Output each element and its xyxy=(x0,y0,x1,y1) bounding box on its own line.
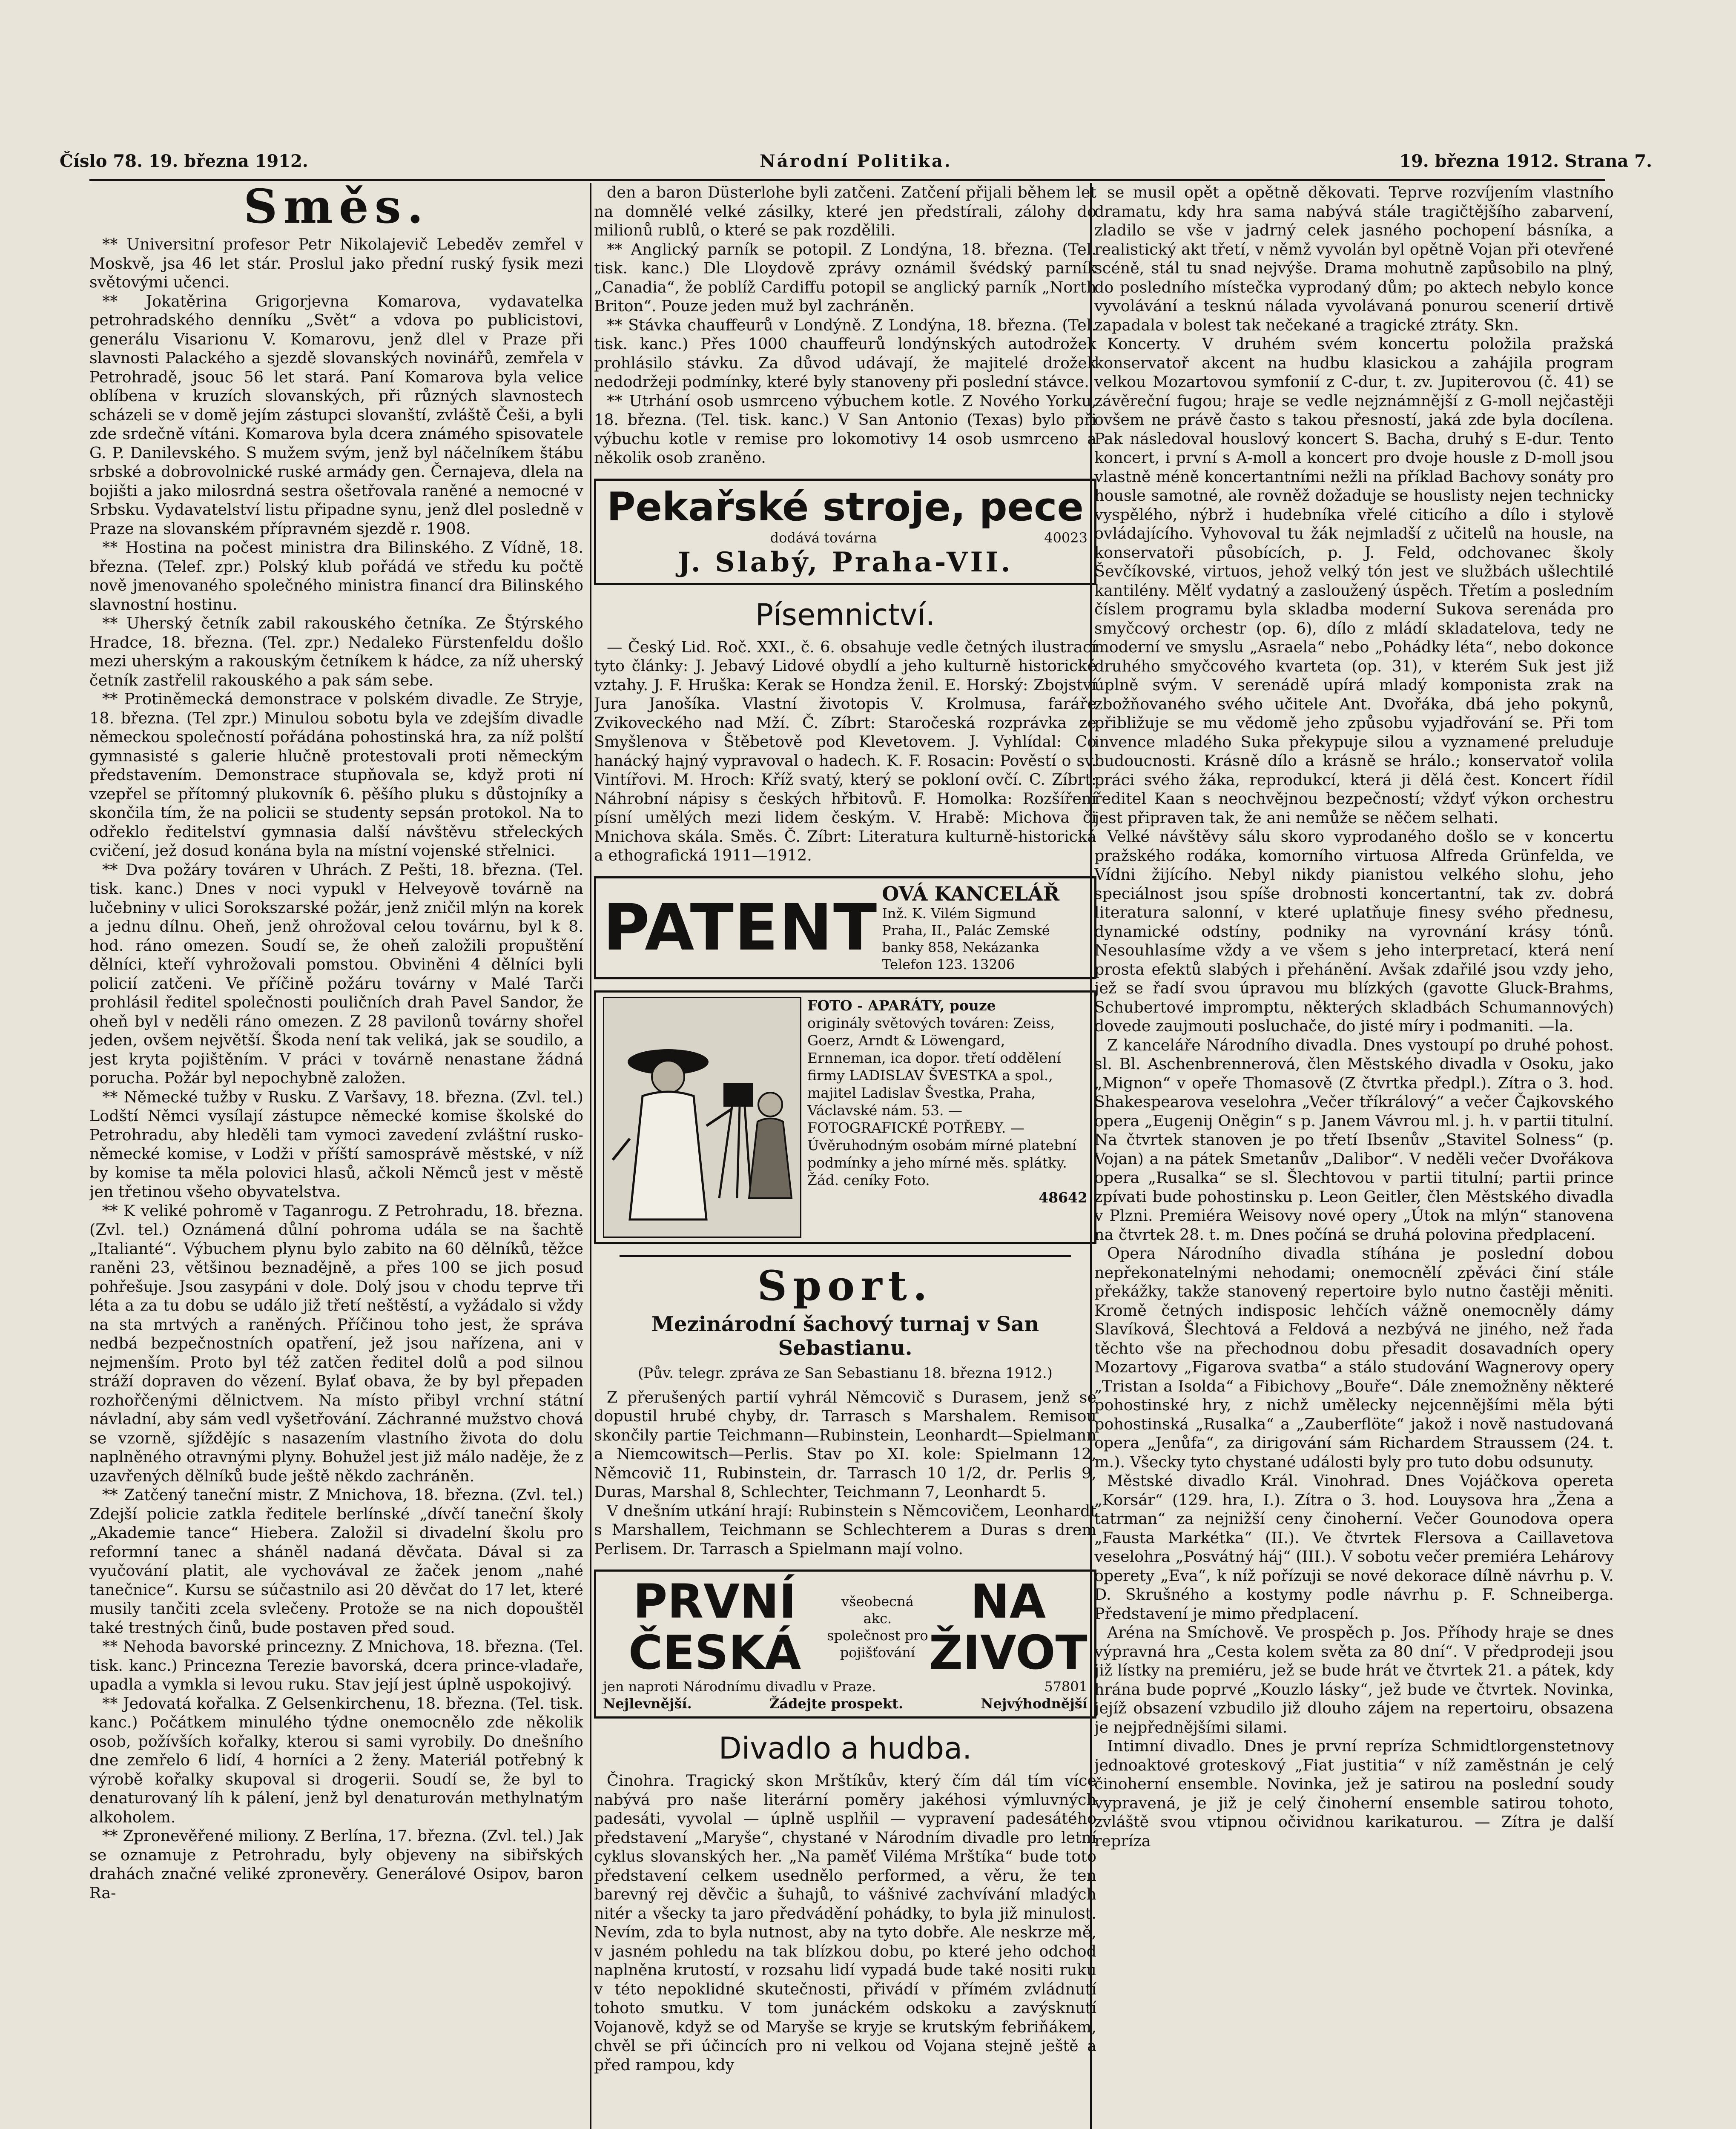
ad-text: Žádejte prospekt. xyxy=(769,1696,904,1712)
ad-title: PRVNÍ ČESKÁ xyxy=(628,1574,801,1680)
issue-info: Číslo 78. 19. března 1912. xyxy=(60,151,308,171)
article: Velké návštěvy sálu skoro vyprodaného došlo se v koncertu pražského rodáka, komorního virtuosa Alfreda Grünfelda, ve Vídni žijícího. Nebyl nikdy pianistou velkého slohu, jeho speciálnost jsou spíše drobnosti koncertantní, tak zv. dobrá literatura salonní, v které uplatňuje finesy svého přednesu, dynamické odstíny, podniky na vyrovnání krásy tónů. Nesouhlasíme vždy a ve všem s jeho interpretací, která není prosta efektů slabých i přehánění. Avšak zdařilé jsou vzdy jeho, jež se řadí svou úpravou mu blízkých (gavotte Gluck-Brahms, Schubertové impromptu, některých skladbách Schumannových) dovede zaujmouti posluchače, do jisté míry i podmaniti. —la. xyxy=(1094,827,1614,1035)
article: Aréna na Smíchově. Ve prospěch p. Jos. Příhody hraje se dnes výpravná hra „Cesta kolem světa za 80 dní“. V předprodeji jsou již lístky na premiéru, jež se bude hrát ve čtvrtek 21. a pátek, kdy hrána bude poprvé „Kouzlo lásky“, jež bude ve čtvrtek. Novinka, jejíž obsazení vzbudilo již dlouho zájem na repertoiru, obsazena je nejpřednějšími silami. xyxy=(1094,1623,1614,1736)
section-heading-divadlo: Divadlo a hudba. xyxy=(718,1731,972,1766)
article: Z přerušených partií vyhrál Němcovič s Durasem, jenž se dopustil hrubé chyby, dr. Tarrasch s Marshalem. Remisou skončily partie Teichmann—Rubinstein, Leonhardt—Spielmann a Niemcowitsch—Perlis. Stav po XI. kole: Spielmann 12, Němcovič 11, Rubinstein, dr. Tarrasch 10 1/2, dr. Perlis 9, Duras, Marshal 8, Schlechter, Teichmann 7, Leonhardt 5. xyxy=(594,1388,1096,1501)
advertisement-patent xyxy=(594,876,1096,979)
ad-footer-row xyxy=(603,1695,1088,1712)
section-rule xyxy=(620,1255,1071,1257)
header-rule xyxy=(89,179,1605,181)
advertisement-foto-aparaty xyxy=(594,990,1096,1244)
ad-text: dodává továrna xyxy=(770,529,877,546)
article: ** Universitní profesor Petr Nikolajevič Lebeděv zemřel v Moskvě, jsa 46 let stár. Proslul jako přední ruský fysik mezi světovými učenci. xyxy=(89,235,583,291)
article: ** Hostina na počest ministra dra Bilinského. Z Vídně, 18. března. (Telef. zpr.) Polský klub pořádá ve středu ku počtě nově jmenovaného společného ministra financí dra Bilinského slavnostní hostinu. xyxy=(89,538,583,614)
ad-heading: FOTO - APARÁTY, pouze xyxy=(807,997,996,1014)
article: ** Utrhání osob usmrceno výbuchem kotle. Z Nového Yorku, 18. března. (Tel. tisk. kanc.) V San Antonio (Texas) bylo při výbuchu kotle v remise pro lokomotivy 14 osob usmrceno a několik osob zraněno. xyxy=(594,391,1096,467)
page-header xyxy=(60,151,1652,177)
ad-line xyxy=(603,529,1088,546)
illustration-photographer-image xyxy=(603,997,801,1238)
ad-line xyxy=(603,1678,1088,1695)
ad-address: J. Slabý, Praha-VII. xyxy=(677,546,1013,578)
article: Městské divadlo Král. Vinohrad. Dnes Vojáčkova opereta „Korsár“ (129. hra, I.). Zítra o 3. hod. Louysova hra „Žena a tatrman“ za nejnižší ceny činoherní. Večer Gounodova opera „Fausta Markétka“ (II.). Ve čtvrtek Flersova a Caillavetova veselohra „Posvátný háj“ (III.). V sobotu večer premiéra Lehárovy operety „Eva“, k níž pořízuji se nové dekorace dílně návrhu p. V. D. Skrušného a kostymy podle návrhu p. F. Schneiberga. Představení je mimo předplacení. xyxy=(1094,1472,1614,1623)
ad-subtitle: všeobecná akc. společnost pro pojišťování xyxy=(827,1593,928,1661)
article-note: (Pův. telegr. zpráva ze San Sebastianu 18. března 1912.) xyxy=(638,1364,1053,1382)
article: ** Nehoda bavorské princezny. Z Mnichova, 18. března. (Tel. tisk. kanc.) Princezna Terezie bavorská, dcera prince-vladaře, upadla a vymkla si levou ruku. Stav její jest úplně uspokojivý. xyxy=(89,1637,583,1693)
article: ** Zatčený taneční mistr. Z Mnichova, 18. března. (Zvl. tel.) Zdejší policie zatkla ředitele berlínské „dívčí taneční školy „Akademie tance“ Hiebera. Založil si divadelní školu pro reformní tanec a sháněl nadaná děvčata. Dával si za vyučování platit, ale vychovával ze žaček jenom „nahé tanečnice“. Kursu se súčastnilo asi 20 děvčat do 17 let, které musily tančiti zcela svlečeny. Protože se na nich dopouštěl také trestných činů, bude postaven před soud. xyxy=(89,1486,583,1637)
article: ** Zpronevěřené miliony. Z Berlína, 17. března. (Zvl. tel.) Jak se oznamuje z Petrohradu, byly objeveny na sibiřských drahách značné veliké zpronevěry. Generálové Osipov, baron Ra- xyxy=(89,1827,583,1902)
ad-line xyxy=(882,956,1059,973)
section-heading-smes: Směs. xyxy=(243,183,430,234)
date-page-info: 19. března 1912. Strana 7. xyxy=(1399,151,1652,171)
ad-title-row xyxy=(603,1576,1088,1678)
article: V dnešním utkání hrají: Rubinstein s Němcovičem, Leonhardt s Marshallem, Teichmann se Schlechterem a Duras s drem Perlisem. Dr. Tarrasch a Spielmann mají volno. xyxy=(594,1501,1096,1558)
advertisement-prvni-ceska xyxy=(594,1569,1096,1719)
ad-title: NA ŽIVOT xyxy=(929,1574,1088,1680)
column-rule xyxy=(590,183,591,2129)
ad-title: Pekařské stroje, pece xyxy=(607,484,1084,530)
article: ** Jedovatá kořalka. Z Gelsenkirchenu, 18. března. (Tel. tisk. kanc.) Počátkem minulého týdne onemocnělo zde několik osob, požívších kořalky, kterou si sami vyrobily. Do dnešního dne zemřelo 6 lidí, 4 horníci a 2 ženy. Materiál potřebný k výrobě kořalky skupoval si drogerii. Soudí se, že byl to denaturovaný líh k pálení, jenž byl denaturován methylnatým alkoholem. xyxy=(89,1694,583,1826)
article: — Český Lid. Roč. XXI., č. 6. obsahuje vedle četných ilustrací tyto články: J. Jebavý Lidové obydlí a jeho kulturně historické vztahy. J. F. Hruška: Kerak se Hondza ženil. E. Horský: Zbojství Jura Janošíka. Vlastní životopis V. Krolmusa, faráře Zvikoveckého nad Mží. Č. Zíbrt: Staročeská rozprávka ze Smyšlenova v Štěbetově pod Klevetovem. J. Vyhlídal: Co hanácký hajný vypravoval o hadech. K. F. Rosacin: Pověstí o sv. Vintířovi. M. Hroch: Kříž svatý, který se pokloní ovčí. C. Zíbrt: Náhrobní nápisy s českých hřbitovů. F. Homolka: Rozšíření písní umělých mezi lidem českým. V. Hrabě: Michova či Mnichova skála. Směs. Č. Zíbrt: Literatura kulturně-historická a ethografická 1911—1912. xyxy=(594,637,1096,864)
article-title: Mezinárodní šachový turnaj v San Sebastianu. xyxy=(651,1312,1039,1360)
article: ** Jokatěrina Grigorjevna Komarova, vydavatelka petrohradského denníku „Svět“ a vdova po publicistovi, generálu Visarionu V. Komarovu, jenž dlel v Praze při slavnosti Palackého a sjezdě slovanských novinářů, zemřela v Petrohradě, jsouc 56 let stará. Paní Komarova byla velice oblíbena v kruzích slovanských, při různých slavnostech scházeli se v domě jejím zástupci slovanští, zvláště Češi, a byli zde srdečně vítáni. Komarova byla dcera známého spisovatele G. P. Danilevského. S mužem svým, jenž byl náčelníkem štábu srbské a dobrovolnické ruské armády gen. Černajeva, dlela na bojišti a jako milosrdná sestra ošetřovala raněné a nemocné v Srbsku. Vydavatelství listu připadne synu, jenž dlel posledně v Praze na slovanském přípravném sjezdě r. 1908. xyxy=(89,292,583,538)
article: Z kanceláře Národního divadla. Dnes vystoupí po druhé pohost. sl. Bl. Aschenbrennerová, člen Městského divadla v Osoku, jako „Mignon“ v opeře Thomasově (Z čtvrtka předpl.). Zítra o 3. hod. Shakespearova veselohra „Večer tříkrálový“ a večer Čajkovského opera „Eugenij Oněgin“ s p. Janem Vávrou ml. j. h. v partii titulní. Na čtvrtek stanoven je po třetí Ibsenův „Stavitel Solness“ (p. Vojan) a na pátek Smetanův „Dalibor“. V neděli večer Dvořákova opera „Rusalka“ se sl. Šlechtovou v partii titulní; partii prince zpívati bude pohostinsku p. Leon Geitler, člen Městského divadla v Plzni. Premiéra Weisovy nové opery „Útok na mlýn“ stanovena na čtvrtek 28. t. m. Dnes počíná se druhá polovina předplacení. xyxy=(1094,1036,1614,1244)
ad-line: OVÁ KANCELÁŘ xyxy=(882,882,1060,905)
ad-number: 40023 xyxy=(1044,529,1088,546)
ad-title: PATENT xyxy=(603,890,878,965)
article: ** Protiněmecká demonstrace v polském divadle. Ze Stryje, 18. března. (Tel zpr.) Minulou sobotu byla ve zdejším divadle německou společností pořádána pohostinská hra, za níž polští gymnasisté s galerie hlučně protestovali proti německým představením. Demonstrace stupňovala se, když proti ní vzepřel se přítomný plukovník 6. pěšího pluku s důstojníky a skončila tím, že na policii se studenty sepsán protokol. Na to odřeklo ředitelství gymnasia další návštěvu střeleckých cvičení, jež dosud konána byla na místní vojenské střelnici. xyxy=(89,690,583,860)
ad-line: Praha, II., Palác Zemské xyxy=(882,922,1050,938)
article: ** Anglický parník se potopil. Z Londýna, 18. března. (Tel. tisk. kanc.) Dle Lloydově zprávy oznámil švédský parník „Canadia“, že poblíž Cardiffu potopil se anglický parník „North Briton“. Pouze jeden muž byl zachráněn. xyxy=(594,240,1096,315)
column-2 xyxy=(594,183,1096,2129)
article: Koncerty. V druhém svém koncertu položila pražská konservatoř akcent na hudbu klasickou a zahájila program velkou Mozartovou symfonií z C-dur, t. zv. Jupiterovou (č. 41) se závěreční fugou; hraje se vedle nejznámnější z G-moll nejčastěji ovšem ne právě často s takou přesností, jaká zde byla docílena. Pak následoval houslový koncert S. Bacha, druhý s E-dur. Tento koncert, i první s A-moll a koncert pro dvoje housle z D-moll jsou vlastně méně koncertantními nežli na příklad Bachovy sonáty pro housle samotné, ale rovněž dožaduje se houslisty nejen technicky vyspělého, nýbrž i hudebníka vřelé citicího a dílo i stylově ovládajícího. Vyhovoval tu žák nejmladší z učitelů na housle, na konservatoři působících, p. J. Feld, odchovanec školy Ševčíkovské, virtuos, jehož velký tón jest ve službách ušlechtilé kantilény. Mělť vydatný a zasloužený úspěch. Třetím a posledním číslem programu byla skladba moderní Sukova serenáda pro smyčcový orchestr (op. 6), dílo z mládí skladatelova, tedy ne moderní ve smyslu „Asraela“ nebo „Pohádky léta“, nebo dokonce druhého smyčcového kvarteta (op. 31), v kterém Suk jest již úplně svým. V serenádě upírá mladý komponista zrak na zbožňovaného svého učitele Ant. Dvořáka, dbá jeho pokynů, přibližuje se mu vědomě jeho způsobu vyjadřování se. Při tom invence mladého Suka překypuje silou a vyznamené preluduje budoucnosti. Krásně dílo a krásně se hrálo.; konservatoř volila práci svého žáka, reprodukcí, která ji dělá čest. Koncert řídil ředitel Kaan s neochvějnou bezpečností; vždyť výkon orchestru jest připraven tak, že ani nemůže se něčem selhati. xyxy=(1094,335,1614,827)
ad-body: originály světových továren: Zeiss, Goerz, Arndt & Löwengard, Ernneman, ica dopor. třetí oddělení firmy LADISLAV ŠVESTKA a spol., majitel Ladislav Švestka, Praha, Václavské nám. 53. — FOTOGRAFICKÉ POTŘEBY. — Úvěruhodným osobám mírné platební podmínky a jeho mírné měs. splátky. Žád. ceníky Foto. xyxy=(807,1014,1077,1188)
ad-text: Nejlevnější. xyxy=(603,1696,692,1712)
article: ** Uherský četník zabil rakouského četníka. Ze Štýrského Hradce, 18. března. (Tel. zpr.) Nedaleko Fürstenfeldu došlo mezi uherským a rakouským četníkem k hádce, za níž uherský četník zastřelil rakouského a pak sám sebe. xyxy=(89,614,583,689)
column-3 xyxy=(1094,183,1614,2129)
ad-number: 57801 xyxy=(1044,1679,1088,1695)
section-heading-sport: Sport. xyxy=(757,1261,933,1310)
column-1 xyxy=(89,183,583,2129)
ad-text: jen naproti Národnímu divadlu v Praze. xyxy=(603,1679,876,1695)
article: ** Stávka chauffeurů v Londýně. Z Londýna, 18. března. (Tel. tisk. kanc.) Přes 1000 chauffeurů londýnských autodrožek prohlásilo stávku. Za důvod udávají, že majitelé drožek nedodržeji podmínky, které byly stanoveny při poslední stávce. xyxy=(594,316,1096,391)
section-heading-pisemnictvi: Písemnictví. xyxy=(755,597,935,632)
ad-number: 48642 xyxy=(1039,1189,1088,1206)
advertisement-pekarske-stroje xyxy=(594,479,1096,585)
ad-text: Nejvýhodnější xyxy=(981,1696,1088,1712)
ad-text-block xyxy=(807,997,1088,1238)
illustration-svg xyxy=(604,998,800,1237)
ad-details xyxy=(882,883,1059,973)
ad-phone: Telefon 123. xyxy=(882,956,967,973)
ad-line: banky 858, Nekázanka xyxy=(882,939,1039,955)
article: ** Německé tužby v Rusku. Z Varšavy, 18. března. (Zvl. tel.) Lodští Němci vysílají zástupce německé komise školské do Petrohradu, aby hleděli tam vymoci zavedení zvláštní rusko-německé komise, v Lodži v příští samosprávě městské, v níž by komise ta měla polovici hlasů, ačkoli Němců jest v městě jen třetinou všeho obyvatelstva. xyxy=(89,1087,583,1201)
article: Opera Národního divadla stíhána je poslední dobou nepřekonatelnými nehodami; onemocnělí zpěváci činí stále překážky, takže stanovený repertoire bylo nutno častěji měniti. Kromě četných indisposic lehčích vážně onemocněly dámy Slavíková, Šlechtová a Feldová a nezbývá ne jiného, než řada těchto vše na přechodnou dobu přesadit dosavadních opery Mozartovy „Figarova svatba“ a stálo studování Wagnerovy opery „Tristan a Isolda“ a Fibichovy „Bouře“. Dále znemožněny některé pohostinské hry, z nichž umělecky nejcennějšími měla býti pohostinská „Rusalka“ a „Zauberflöte“ jakož i nově nastudovaná opera „Jenůfa“, za dirigování sám Richardem Straussem (24. t. m.). Všecky tyto chystané události byly pro tuto dobu odsunuty. xyxy=(1094,1244,1614,1471)
article: ** K veliké pohromě v Taganrogu. Z Petrohradu, 18. března. (Zvl. tel.) Oznámená důlní pohroma udála se na šachtě „Italianté“. Výbuchem plynu bylo zabito na 60 dělníků, těžce raněni 23, většinou beznadějně, a přes 100 se jich posud pohřešuje. Jsou zasypáni v dole. Dolý jsou v chodu teprve tři léta a za tu dobu se událo již třetí neštěstí, a vyžádalo si vždy na sta mrtvých a raněných. Příčinou toho jest, že správa nedbá bezpečnostních opatření, jež jsou nařízena, ani v nejmenším. Proto byl též zatčen ředitel dolů a pod silnou stráží dopraven do vězení. Bylať obava, že by byl přepaden rozhořčenými dělnictvem. Na místo přibyl vrchní státní návladní, aby sám vedl vyšetřování. Záchranné mužstvo chová se vzorně, sjíždějíc s nasazením vlastního života do dolu naplněného otravnými plyny. Bohužel jest již málo naděje, že z uzavřených dělníků bude ještě někdo zachráněn. xyxy=(89,1201,583,1485)
ad-number: 13206 xyxy=(971,956,1015,973)
article: den a baron Düsterlohe byli zatčeni. Zatčení přijali během let na domnělé velké zásilky, které jen předstírali, zálohy do milionů rublů, o které se pak rozdělili. xyxy=(594,183,1096,239)
article: Činohra. Tragický skon Mrštíkův, který čím dál tím více nabývá pro naše literární poměry jakéhosi výmluvných padesáti, vyvolal — úplně usplňil — vypravení padesátého představení „Maryše“, chystané v Národním divadle pro letní cyklus slovanských her. „Na paměť Viléma Mrštíka“ bude toto představení celkem usednělo performed, a věru, že ten barevný rej děvčic a šuhajů, to vášnivé zachvívání mladých nitér a všecky ta jaro předvádění pohádky, to byla již minulost. Nevím, zda to byla nutnost, aby na tyto dobře. Ale neskrze mě, v jasném pohledu na tak blízkou dobu, po které jeho odchod naplněna krutostí, v rozsahu lidí vypadá bude také nositi ruku v této nepoklidné skutečnosti, přivádí v přímém zvládnutí tohoto smutku. V tom junáckém odskoku a zavýsknutí Vojanově, když se od Maryše se kryje se krutským febriňákem, chvěl se při účincích pro ni velkou od Vojana stejně ještě a před rampou, kdy xyxy=(594,1771,1096,2074)
ad-line: Inž. K. Vilém Sigmund xyxy=(882,905,1036,921)
masthead: Národní Politika. xyxy=(760,151,952,171)
article: Intimní divadlo. Dnes je první repríza Schmidtlorgenstetnovy jednoaktové groteskový „Fiat justitia“ v níž zaměstnán je celý činoherní ensemble. Novinka, jež je satirou na poslední soudy vypravená, je již je celý činoherní ensemble satirou tohoto, zvláště svou vtipnou očividnou karikaturou. — Zítra je další repríza xyxy=(1094,1737,1614,1850)
article: se musil opět a opětně děkovati. Teprve rozvíjením vlastního dramatu, kdy hra sama nabývá stále tragičtějšího zabarvení, zladilo se vše v jadrný celek jasného pochopení básníka, a realistický akt třetí, v němž vyvolán byl opětně Vojan při otevřené scéně, stál tu snad nejvýše. Drama mohutně zapůsobilo na plný, do posledního místečka vyprodaný dům; po aktech nebylo konce vyvolávání a tesknú nálada vyvolávaná ponurou scenerií drtivě zapadala v bolest tak nečekané a tragické ztráty. Skn. xyxy=(1094,183,1614,334)
article: ** Dva požáry továren v Uhrách. Z Pešti, 18. března. (Tel. tisk. kanc.) Dnes v noci vypukl v Helveyově továrně na lučebniny v ulici Sorokszarské požár, jenž zničil mlýn na korek a jednu dílnu. Oheň, jenž ohrožoval celou továrnu, byl k 8. hod. ráno omezen. Soudí se, že oheň založili propuštění dělníci, kteří vyhrožovali pomstou. Obviněni 4 dělníci byli policií zatčeni. Ve příčině požáru továrny v Malé Tarči prohlásil ředitel společnosti pouličních drah Pavel Sandor, že oheň byl v neděli ráno omezen. Z 28 pavilonů továrny shořel jeden, ovšem největší. Škoda není tak veliká, jak se soudilo, a jest kryta pojištěním. V práci v továrně nenastane žádná porucha. Požár byl nepochybně založen. xyxy=(89,860,583,1087)
